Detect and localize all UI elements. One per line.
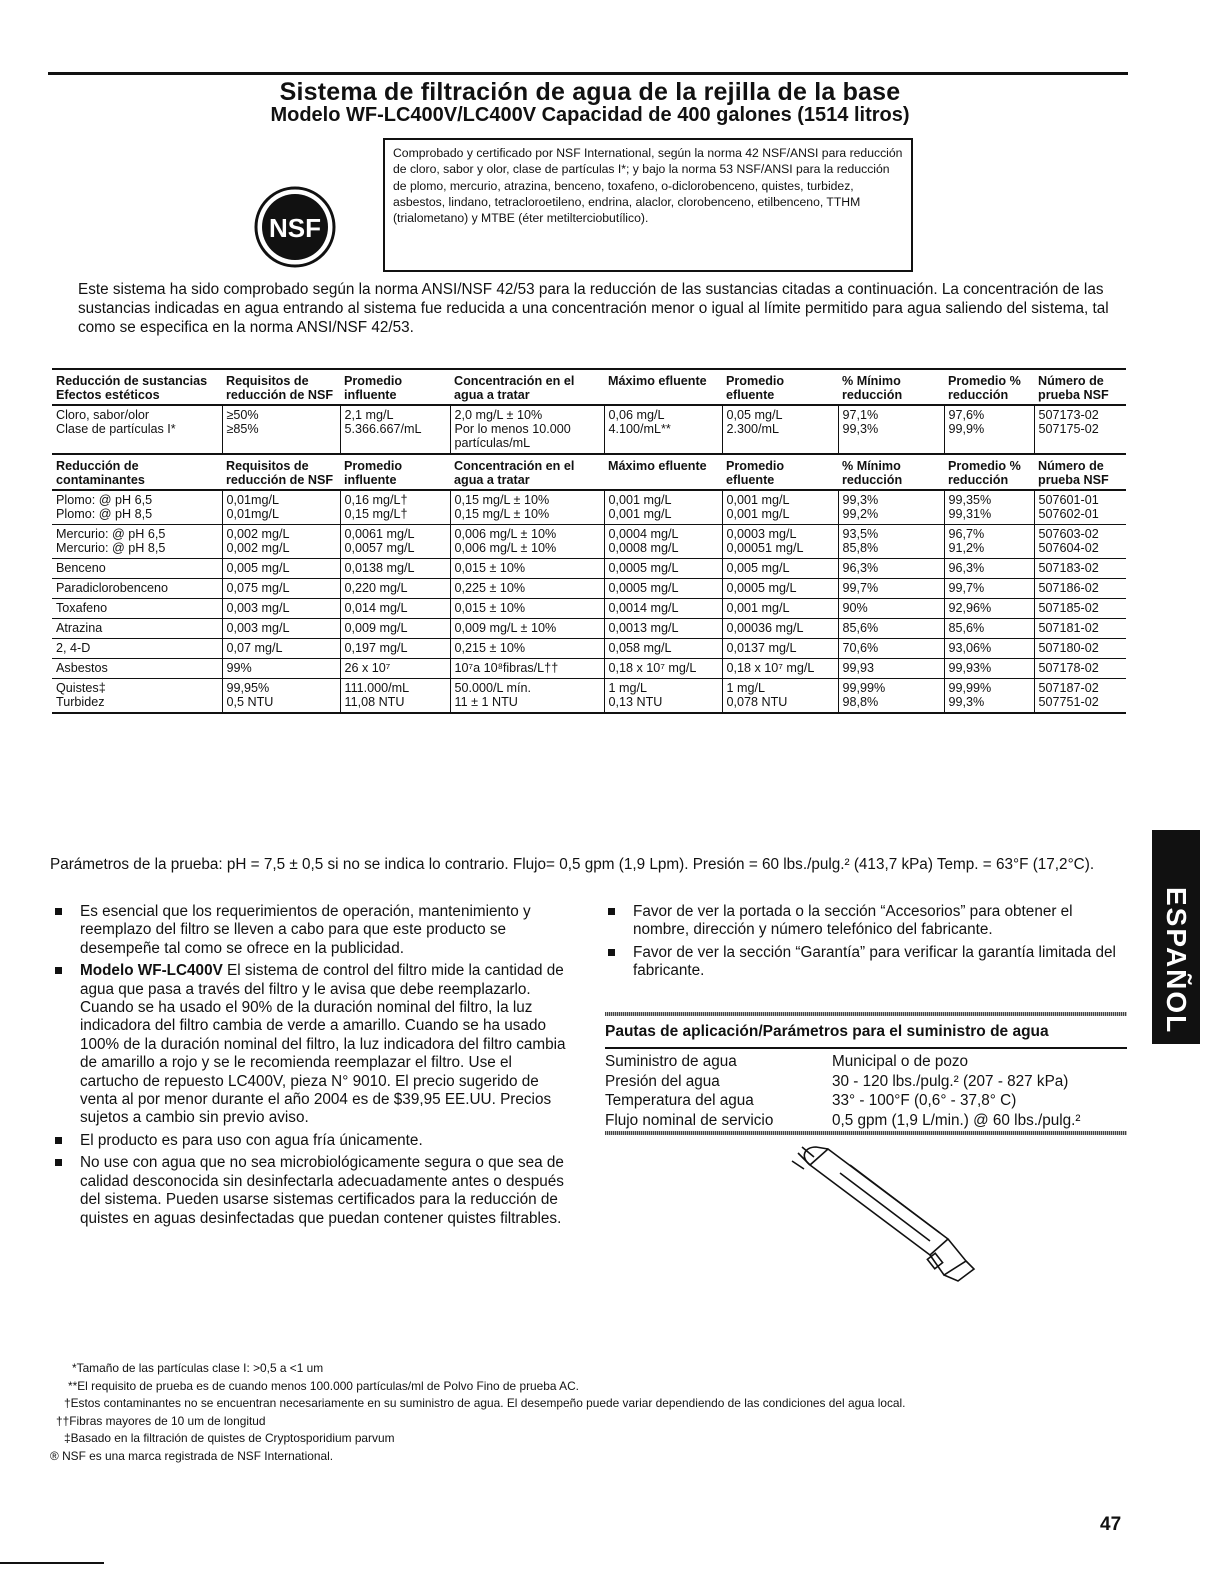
bullet-item: [605, 903, 1123, 940]
table-cell: 85,6%: [838, 619, 944, 639]
table-cell: 0,006 mg/L ± 10% 0,006 mg/L ± 10%: [450, 525, 604, 559]
table-cell: 99%: [222, 659, 340, 679]
table-cell: 0,18 x 10⁷ mg/L: [604, 659, 722, 679]
bullet-text: Es esencial que los requerimientos de operación, mantenimiento y reemplazo del filtro se lleven a cabo para que este producto se desempeñe tal como se ofrece en la publicidad.: [80, 903, 531, 957]
table-cell: Benceno: [52, 559, 222, 579]
table-cell: 93,5% 85,8%: [838, 525, 944, 559]
table-cell: 507186-02: [1034, 579, 1126, 599]
table-header-cell: Requisitos de reducción de NSF: [222, 369, 340, 405]
table-header-cell: Número de prueba NSF: [1034, 454, 1126, 490]
table-cell: 0,01mg/L 0,01mg/L: [222, 490, 340, 525]
table-cell: 99,99% 98,8%: [838, 679, 944, 714]
bullet-bold-lead: Modelo WF-LC400V: [80, 962, 223, 980]
table-cell: 1 mg/L 0,13 NTU: [604, 679, 722, 714]
table-row: [52, 619, 1126, 639]
table-cell: 0,003 mg/L: [222, 599, 340, 619]
table-cell: 0,05 mg/L 2.300/mL: [722, 405, 838, 454]
bullet-square-icon: [608, 908, 615, 915]
table-header-cell: Promedio % reducción: [944, 454, 1034, 490]
footnote: **El requisito de prueba es de cuando menos 100.000 partículas/ml de Polvo Fino de prueba AC.: [68, 1378, 579, 1393]
table-cell: Paradiclorobenceno: [52, 579, 222, 599]
table-cell: 0,001 mg/L 0,001 mg/L: [722, 490, 838, 525]
table-cell: 1 mg/L 0,078 NTU: [722, 679, 838, 714]
guide-separator: [605, 1012, 1127, 1016]
table-row: [52, 559, 1126, 579]
table-cell: 97,6% 99,9%: [944, 405, 1034, 454]
guide-row: [605, 1111, 1127, 1131]
table-cell: 0,001 mg/L: [722, 599, 838, 619]
table-header-cell: Número de prueba NSF: [1034, 369, 1126, 405]
table-cell: 507180-02: [1034, 639, 1126, 659]
guide-row: [605, 1072, 1127, 1092]
footnote: †Estos contaminantes no se encuentran necesariamente en su suministro de agua. El desempeño puede variar dependiendo de las condiciones del agua local.: [64, 1396, 906, 1411]
bullet-text: Favor de ver la portada o la sección “Accesorios” para obtener el nombre, dirección y número telefónico del fabricante.: [633, 903, 1073, 939]
guide-separator-bottom: [605, 1131, 1127, 1135]
table-cell: 0,00036 mg/L: [722, 619, 838, 639]
table-cell: 0,0137 mg/L: [722, 639, 838, 659]
table-cell: 0,215 ± 10%: [450, 639, 604, 659]
table-cell: 26 x 10⁷: [340, 659, 450, 679]
table-cell: 0,0061 mg/L 0,0057 mg/L: [340, 525, 450, 559]
table-cell: Asbestos: [52, 659, 222, 679]
table-cell: 99,7%: [944, 579, 1034, 599]
table-cell: 99,93%: [944, 659, 1034, 679]
bullet-item: [52, 1154, 572, 1228]
guide-table: [605, 1052, 1127, 1130]
table-row: [52, 659, 1126, 679]
guide-value: Municipal o de pozo: [832, 1053, 969, 1070]
table-cell: 0,0005 mg/L: [722, 579, 838, 599]
table-header-cell: Promedio influente: [340, 369, 450, 405]
table-cell: 0,015 ± 10%: [450, 599, 604, 619]
table-cell: Toxafeno: [52, 599, 222, 619]
table-cell: 507183-02: [1034, 559, 1126, 579]
guide-value: 33° - 100°F (0,6° - 37,8° C): [832, 1092, 1017, 1109]
table-header-row: [52, 369, 1126, 405]
table-cell: Mercurio: @ pH 6,5 Mercurio: @ pH 8,5: [52, 525, 222, 559]
table-cell: 111.000/mL 11,08 NTU: [340, 679, 450, 714]
guide-key: Temperatura del agua: [605, 1092, 754, 1109]
table-cell: 0,0005 mg/L: [604, 559, 722, 579]
table-cell: 99,35% 99,31%: [944, 490, 1034, 525]
table-cell: 0,0138 mg/L: [340, 559, 450, 579]
table-cell: 0,16 mg/L† 0,15 mg/L†: [340, 490, 450, 525]
page-title: Sistema de filtración de agua de la rejilla de la base: [279, 78, 901, 106]
bullet-text: No use con agua que no sea microbiológicamente segura o que sea de calidad desconocida sin desinfectarla adecuadamente antes o después del sistema. Pueden usarse sistemas certificados para la reducción de quistes en aguas desinfectadas que puedan contener quistes filtrables.: [80, 1154, 564, 1227]
table-cell: 507185-02: [1034, 599, 1126, 619]
test-parameters: Parámetros de la prueba: pH = 7,5 ± 0,5 si no se indica lo contrario. Flujo= 0,5 gpm (1,9 Lpm). Presión = 60 lbs./pulg.² (413,7 kPa) Temp. = 63°F (17,2°C).: [50, 856, 1095, 873]
table-cell: 0,009 mg/L: [340, 619, 450, 639]
guide-key: Flujo nominal de servicio: [605, 1111, 774, 1129]
nsf-certification-box: Comprobado y certificado por NSF International, según la norma 42 NSF/ANSI para reducción de cloro, sabor y olor, clase de partículas I*; y bajo la norma 53 NSF/ANSI para la reducción de plomo, mercurio, atrazina, benceno, toxafeno, o-diclorobenceno, quistes, turbidez, asbestos, lindano, tetracloroetileno, endrina, alaclor, clorobenceno, etilbenceno, TTHM (trialometano) y MTBE (éter metilterciobutílico).: [383, 138, 913, 272]
table-cell: 0,0003 mg/L 0,00051 mg/L: [722, 525, 838, 559]
table-cell: 90%: [838, 599, 944, 619]
guide-key: Presión del agua: [605, 1072, 720, 1090]
footnote: ‡Basado en la filtración de quistes de Cryptosporidium parvum: [64, 1431, 395, 1446]
bullet-square-icon: [55, 967, 62, 974]
table-header-row: [52, 454, 1126, 490]
guide-row: [605, 1091, 1127, 1111]
table-cell: 0,18 x 10⁷ mg/L: [722, 659, 838, 679]
bullet-item: [52, 962, 572, 1128]
table-cell: 99,7%: [838, 579, 944, 599]
table-cell: 0,005 mg/L: [722, 559, 838, 579]
table-cell: 2,0 mg/L ± 10% Por lo menos 10.000 partículas/mL: [450, 405, 604, 454]
table-cell: 0,0004 mg/L 0,0008 mg/L: [604, 525, 722, 559]
table-header-cell: Promedio efluente: [722, 369, 838, 405]
bullet-square-icon: [608, 949, 615, 956]
table-cell: 0,001 mg/L 0,001 mg/L: [604, 490, 722, 525]
table-cell: 99,93: [838, 659, 944, 679]
table-cell: 50.000/L mín. 11 ± 1 NTU: [450, 679, 604, 714]
top-rule: [48, 72, 1128, 75]
table-cell: 0,220 mg/L: [340, 579, 450, 599]
table-cell: Quistes‡ Turbidez: [52, 679, 222, 714]
table-header-cell: Reducción de sustancias Efectos estéticos: [52, 369, 222, 405]
table-row: [52, 679, 1126, 714]
table-cell: 99,3% 99,2%: [838, 490, 944, 525]
table-cell: 507173-02 507175-02: [1034, 405, 1126, 454]
table-cell: 96,3%: [944, 559, 1034, 579]
table-cell: 2, 4-D: [52, 639, 222, 659]
table-cell: 507603-02 507604-02: [1034, 525, 1126, 559]
table-cell: 0,0014 mg/L: [604, 599, 722, 619]
table-cell: 93,06%: [944, 639, 1034, 659]
nsf-logo-icon: [253, 185, 337, 269]
filter-cartridge-illustration: [780, 1143, 980, 1293]
table-cell: 0,003 mg/L: [222, 619, 340, 639]
table-row: [52, 490, 1126, 525]
table-cell: 0,0005 mg/L: [604, 579, 722, 599]
footnotes: [50, 1360, 1130, 1466]
table-cell: 507178-02: [1034, 659, 1126, 679]
bullet-item: [52, 1132, 572, 1150]
table-cell: ≥50% ≥85%: [222, 405, 340, 454]
table-cell: 99,99% 99,3%: [944, 679, 1034, 714]
table-header-cell: Promedio % reducción: [944, 369, 1034, 405]
table-cell: 507601-01 507602-01: [1034, 490, 1126, 525]
page-number: 47: [1100, 1514, 1122, 1535]
table-row: [52, 579, 1126, 599]
table-cell: 2,1 mg/L 5.366.667/mL: [340, 405, 450, 454]
table-header-cell: Reducción de contaminantes: [52, 454, 222, 490]
footnote: ® NSF es una marca registrada de NSF International.: [50, 1448, 334, 1463]
table-header-cell: Máximo efluente: [604, 369, 722, 405]
guide-row: [605, 1052, 1127, 1072]
table-row: [52, 639, 1126, 659]
table-cell: 507187-02 507751-02: [1034, 679, 1126, 714]
bullet-square-icon: [55, 1137, 62, 1144]
bullet-list-right: [605, 903, 1123, 985]
bullet-text: El sistema de control del filtro mide la cantidad de agua que pasa a través del filtro y le avisa que debe reemplazarlo. Cuando se ha usado el 90% de la duración nominal del filtro, la luz indicadora del filtro cambia de verde a amarillo. Cuando se ha usado 100% de la duración nominal del filtro, la luz indicadora del filtro cambia de amarillo a rojo y se le recomienda reemplazar el filtro. Use el cartucho de repuesto LC400V, pieza N° 9010. El precio sugerido de venta al por menor durante el año 2004 es de $39,95 EE.UU. Precios sujetos a cambio sin previo aviso.: [80, 962, 566, 1127]
table-cell: 96,7% 91,2%: [944, 525, 1034, 559]
guide-title: Pautas de aplicación/Parámetros para el suministro de agua: [605, 1023, 1049, 1040]
table-header-cell: Requisitos de reducción de NSF: [222, 454, 340, 490]
table-cell: Cloro, sabor/olor Clase de partículas I*: [52, 405, 222, 454]
table-cell: 0,009 mg/L ± 10%: [450, 619, 604, 639]
table-row: [52, 525, 1126, 559]
table-cell: Plomo: @ pH 6,5 Plomo: @ pH 8,5: [52, 490, 222, 525]
page-subtitle: Modelo WF-LC400V/LC400V Capacidad de 400 galones (1514 litros): [270, 104, 910, 126]
bullet-text: Favor de ver la sección “Garantía” para verificar la garantía limitada del fabricante.: [633, 943, 1116, 980]
table-header-cell: Máximo efluente: [604, 454, 722, 490]
table-cell: 0,014 mg/L: [340, 599, 450, 619]
footnote: *Tamaño de las partículas clase I: >0,5 a <1 um: [72, 1361, 324, 1375]
guide-value: 30 - 120 lbs./pulg.² (207 - 827 kPa): [832, 1072, 1069, 1090]
table-cell: 0,002 mg/L 0,002 mg/L: [222, 525, 340, 559]
bullet-square-icon: [55, 1159, 62, 1166]
bullet-square-icon: [55, 908, 62, 915]
guide-value: 0,5 gpm (1,9 L/min.) @ 60 lbs./pulg.²: [832, 1111, 1081, 1129]
table-cell: 0,015 ± 10%: [450, 559, 604, 579]
table-cell: 0,225 ± 10%: [450, 579, 604, 599]
table-cell: 0,15 mg/L ± 10% 0,15 mg/L ± 10%: [450, 490, 604, 525]
table-cell: 10⁷a 10⁸fibras/L††: [450, 659, 604, 679]
bullet-list-left: [52, 903, 572, 1232]
table-cell: 0,06 mg/L 4.100/mL**: [604, 405, 722, 454]
bottom-rule: [0, 1562, 104, 1564]
table-header-cell: Concentración en el agua a tratar: [450, 369, 604, 405]
table-cell: 97,1% 99,3%: [838, 405, 944, 454]
table-cell: 92,96%: [944, 599, 1034, 619]
svg-text:NSF: NSF: [269, 213, 321, 243]
table-header-cell: % Mínimo reducción: [838, 369, 944, 405]
intro-paragraph: Este sistema ha sido comprobado según la norma ANSI/NSF 42/53 para la reducción de las sustancias citadas a continuación. La concentración de las sustancias indicadas en agua entrando al sistema fue reducida a una concentración menor o igual al límite permitido para agua saliendo del sistema, tal como se especifica en la norma ANSI/NSF 42/53.: [78, 281, 1109, 336]
table-cell: 96,3%: [838, 559, 944, 579]
table-header-cell: Concentración en el agua a tratar: [450, 454, 604, 490]
table-cell: 0,058 mg/L: [604, 639, 722, 659]
table-cell: 0,075 mg/L: [222, 579, 340, 599]
footnote: ††Fibras mayores de 10 um de longitud: [56, 1413, 266, 1428]
table-cell: 85,6%: [944, 619, 1034, 639]
table-cell: 0,07 mg/L: [222, 639, 340, 659]
table-row: [52, 599, 1126, 619]
table-cell: 507181-02: [1034, 619, 1126, 639]
bullet-item: [605, 944, 1123, 981]
table-cell: 99,95% 0,5 NTU: [222, 679, 340, 714]
performance-table: [52, 368, 1126, 714]
table-header-cell: Promedio efluente: [722, 454, 838, 490]
table-cell: 0,005 mg/L: [222, 559, 340, 579]
table-cell: 0,197 mg/L: [340, 639, 450, 659]
language-tab-label: ESPAÑOL: [1161, 887, 1192, 1035]
table-header-cell: Promedio influente: [340, 454, 450, 490]
table-header-cell: % Mínimo reducción: [838, 454, 944, 490]
guide-key: Suministro de agua: [605, 1053, 737, 1070]
bullet-text: El producto es para uso con agua fría únicamente.: [80, 1131, 423, 1149]
guide-title-rule: [605, 1047, 1127, 1049]
bullet-item: [52, 903, 572, 958]
table-cell: 70,6%: [838, 639, 944, 659]
table-row: [52, 405, 1126, 454]
table-cell: Atrazina: [52, 619, 222, 639]
table-cell: 0,0013 mg/L: [604, 619, 722, 639]
